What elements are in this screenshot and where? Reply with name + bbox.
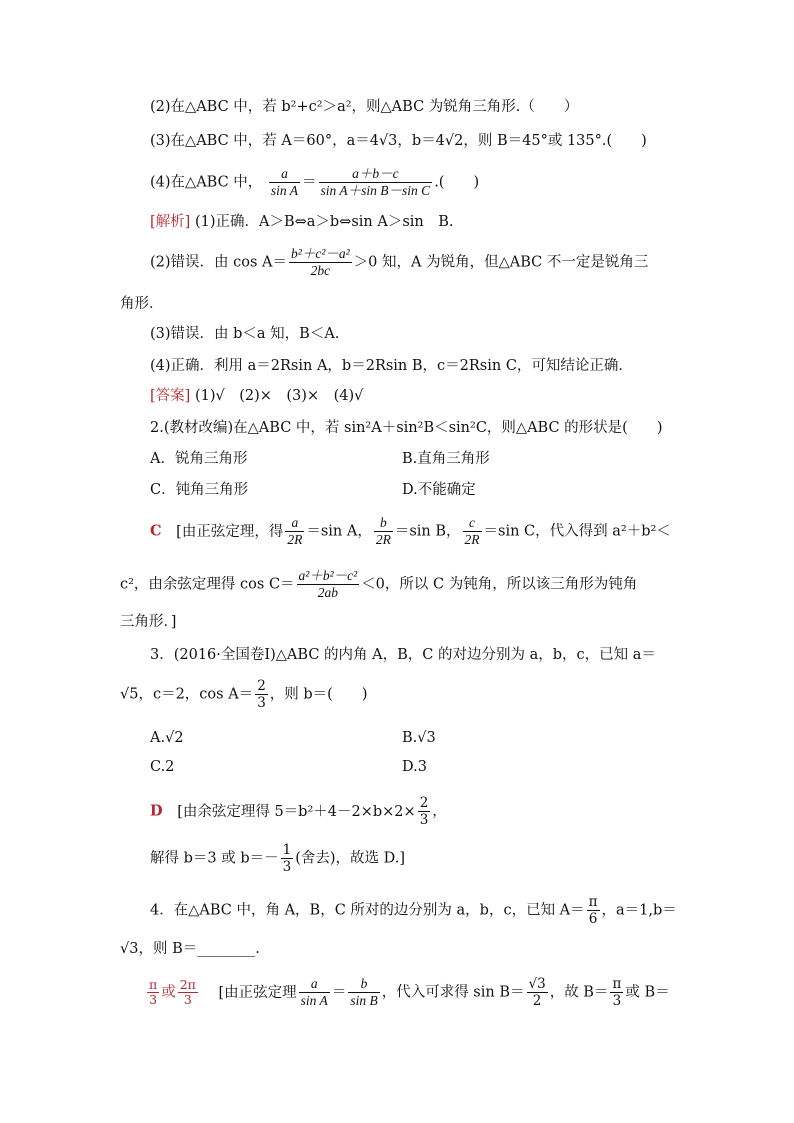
fraction-numerator: π <box>588 894 598 910</box>
q1-analysis-line-2 <box>150 246 648 279</box>
q2-option-d: D.不能确定 <box>402 482 476 498</box>
analysis-text: ＞0 知，A 为锐角，但△ABC 不一定是锐角三 <box>353 254 649 271</box>
solution-text: [由余弦定理得 5＝b²＋4－2×b×2× <box>177 803 416 820</box>
fraction <box>348 976 379 1009</box>
solution-text: (舍去)，故选 D.] <box>295 850 406 867</box>
q1-analysis-line-2-wrap: 角形． <box>120 296 164 312</box>
solution-text: [由正弦定理 <box>218 984 297 1001</box>
fraction <box>527 976 548 1009</box>
fraction-numerator: a＋b－c <box>319 166 433 183</box>
fraction-denominator: 6 <box>588 911 598 927</box>
fraction-denominator: sin A <box>300 993 328 1008</box>
q1-item-4-rhs-fraction <box>319 166 433 199</box>
q1-analysis-line-1 <box>150 212 454 232</box>
fraction-denominator: sin A＋sin B－sin C <box>320 183 431 198</box>
fraction-numerator: 2 <box>257 678 266 694</box>
q1-item-4-lhs-fraction <box>269 166 300 199</box>
q1-item-4-prefix: (4)在△ABC 中， <box>150 174 263 191</box>
fraction <box>299 976 330 1009</box>
fraction-numerator: π <box>612 976 622 992</box>
solution-text: ＝sin A， <box>306 523 372 540</box>
fraction-numerator: 2π <box>179 977 196 992</box>
fraction-denominator: 3 <box>612 993 622 1009</box>
q2-option-a: A．锐角三角形 <box>150 451 248 467</box>
q1-item-2: (2)在△ABC 中，若 b²+c²＞a²，则△ABC 为锐角三角形.（ ） <box>150 99 579 115</box>
fraction-denominator: 2R <box>375 532 391 547</box>
fraction-denominator: 2bc <box>310 263 331 278</box>
q4-answer-fraction-2 <box>178 978 198 1007</box>
fraction-numerator: a²＋b²－c² <box>298 568 358 583</box>
q2-solution-line-2 <box>120 568 637 601</box>
fraction-denominator: 2R <box>464 532 480 547</box>
q2-answer: C <box>150 522 162 540</box>
fraction-numerator: a <box>269 166 300 183</box>
solution-text: ＝sin C，代入得到 a²＋b²＜ <box>483 523 671 540</box>
cos-a-fraction <box>289 246 352 279</box>
q3-stem-line-2 <box>120 678 368 711</box>
fraction-denominator: 2 <box>532 993 542 1009</box>
solution-text: c²，由余弦定理得 cos C＝ <box>120 576 295 593</box>
fraction-denominator: sin A <box>270 183 299 198</box>
solution-text: ，代入可求得 sin B＝ <box>381 984 525 1001</box>
analysis-text: (1)正确．A＞B⇔a＞b⇔sin A＞sin B. <box>194 214 454 230</box>
q4-stem-line-2: √3，则 B＝________. <box>120 941 260 957</box>
q1-item-3: (3)在△ABC 中，若 A＝60°，a＝4√3，b＝4√2，则 B＝45°或 135°.( ) <box>150 133 647 149</box>
answer-text: (1)√ (2)× (3)× (4)√ <box>194 388 364 404</box>
answer-tag: [答案] <box>150 388 191 404</box>
stem-text: √5，c＝2，cos A＝ <box>120 686 254 703</box>
fraction-denominator: 3 <box>149 992 158 1007</box>
fraction-denominator: sin B <box>350 993 378 1008</box>
solution-text: ，故 B＝ <box>549 984 609 1001</box>
fraction-numerator: π <box>149 977 158 992</box>
solution-text: [由正弦定理，得 <box>176 523 284 540</box>
analysis-tag: [解析] <box>150 214 191 230</box>
q4-stem-line-1 <box>150 894 677 927</box>
solution-text: ＝sin B， <box>394 523 461 540</box>
q3-solution-line-2 <box>150 842 405 875</box>
q4-answer-or: 或 <box>161 984 176 1001</box>
q1-item-4: (4)在△ABC 中， $\frac{a}{\text{sin A}}$ ＝ $\frac{a+b-c}{\text{sin A＋sin B－sin C}}$ .( ) <box>150 166 480 198</box>
fraction-denominator: 2ab <box>317 585 338 600</box>
q3-option-b: B.√3 <box>402 730 436 746</box>
fraction-numerator: √3 <box>528 976 546 992</box>
fraction-numerator: 2 <box>419 795 429 811</box>
q4-answer-fraction-1 <box>147 978 159 1007</box>
solution-text: 解得 b＝3 或 b＝－ <box>150 850 279 867</box>
q3-answer: D <box>150 802 163 820</box>
fraction-denominator: 3 <box>282 859 292 875</box>
solution-text: ， <box>432 803 447 820</box>
fraction <box>587 894 600 927</box>
q2-solution-line-1 <box>150 515 671 548</box>
fraction-numerator: a <box>299 976 330 993</box>
fraction-denominator: 3 <box>257 695 266 711</box>
q3-option-c: C.2 <box>150 759 175 775</box>
fraction <box>281 842 294 875</box>
fraction-numerator: b <box>374 515 393 532</box>
fraction <box>610 976 623 1009</box>
q3-option-d: D.3 <box>402 759 427 775</box>
fraction-numerator: 1 <box>282 842 292 858</box>
solution-text: ＝ <box>331 984 347 1001</box>
q3-stem-line-1: 3．(2016·全国卷Ⅰ)△ABC 的内角 A，B，C 的对边分别为 a，b，c，已知 a＝ <box>150 647 656 663</box>
fraction-denominator: 3 <box>183 992 192 1007</box>
fraction-denominator: 3 <box>419 812 429 828</box>
fraction-numerator: b²＋c²－a² <box>291 246 350 261</box>
fraction-denominator: 2R <box>287 532 303 547</box>
fraction <box>374 515 393 548</box>
fraction-numerator: a <box>285 515 304 532</box>
q2-stem: 2.(教材改编)在△ABC 中，若 sin²A＋sin²B＜sin²C，则△ABC 的形状是( ) <box>150 420 663 436</box>
cos-c-fraction <box>297 568 360 601</box>
q1-analysis-line-3: (3)错误．由 b＜a 知，B＜A. <box>150 326 340 342</box>
solution-text: 或 B＝ <box>625 984 670 1001</box>
q1-analysis-line-4: (4)正确．利用 a＝2Rsin A，b＝2Rsin B，c＝2Rsin C，可知结论正确． <box>150 358 633 374</box>
stem-text: 4．在△ABC 中，角 A，B，C 所对的边分别为 a，b，c，已知 A＝ <box>150 902 585 919</box>
q1-item-4-suffix: .( ) <box>434 174 480 191</box>
solution-text: ＜0，所以 C 为钝角，所以该三角形为钝角 <box>361 576 638 593</box>
stem-text: ，则 b＝( ) <box>269 686 368 703</box>
fraction <box>463 515 482 548</box>
fraction <box>418 795 431 828</box>
fraction <box>285 515 304 548</box>
q4-solution-line <box>145 976 670 1009</box>
fraction-numerator: b <box>348 976 379 993</box>
q3-solution-line-1 <box>150 795 447 828</box>
q2-option-b: B.直角三角形 <box>402 451 490 467</box>
q2-option-c: C．钝角三角形 <box>150 482 249 498</box>
fraction-numerator: c <box>463 515 482 532</box>
analysis-text: (2)错误．由 cos A＝ <box>150 254 288 271</box>
q2-solution-line-3: 三角形．] <box>120 614 177 630</box>
stem-text: ，a＝1,b＝ <box>601 902 677 919</box>
q1-answer <box>150 386 363 406</box>
fraction <box>255 678 268 711</box>
q3-option-a: A.√2 <box>150 730 184 746</box>
